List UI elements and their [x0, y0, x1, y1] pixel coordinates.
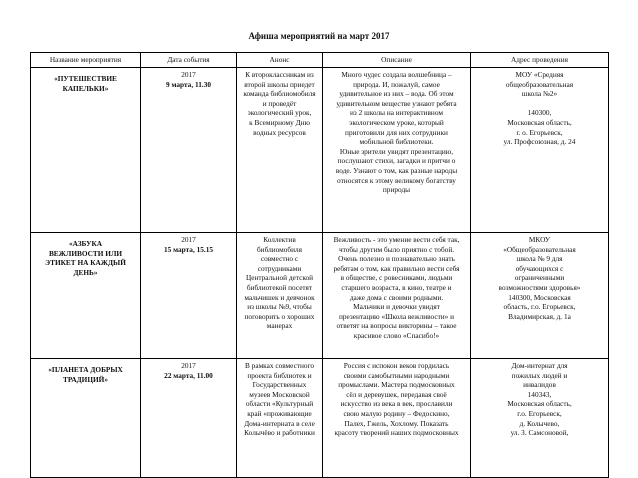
description-cell-line: удивительное из них – вода. Об этом: [339, 89, 454, 99]
description-cell-line: Много чудес создала волшебница –: [341, 70, 452, 79]
event-date: 9 марта, 11.30: [166, 79, 211, 89]
address-cell: [471, 359, 609, 478]
event-date-cell: [141, 359, 237, 478]
description-cell-line: ребятам о том, как правильно вести себя: [333, 263, 460, 273]
header-event-date: Дата события: [141, 53, 237, 68]
announce-cell-line: музеев Московской: [249, 389, 310, 399]
event-name-cell: [31, 68, 141, 233]
event-date-cell: [141, 233, 237, 359]
announce-cell: [237, 359, 323, 478]
announce-cell-line: из школы №9, чтобы: [247, 302, 312, 312]
address-cell-line: «Общеобразовательная: [503, 244, 576, 254]
address-cell-line: д. Колычево,: [519, 418, 560, 428]
address-cell-line: Московская область,: [507, 399, 572, 409]
announce-cell: [237, 68, 323, 233]
description-cell: [323, 68, 471, 233]
description-cell-line: удивительном веществе узнают ребята: [336, 98, 457, 108]
address-cell-line: ограниченными: [514, 273, 565, 283]
address-cell-line: область, г.о. Егорьевск,: [503, 302, 576, 312]
event-year: 2017: [181, 70, 196, 79]
event-name-cell-line: ЭТИКЕТ НА КАЖДЫЙ: [45, 258, 126, 268]
announce-cell-line: В рамках совместного: [244, 361, 315, 370]
announce-cell-line: край «проживающие: [247, 408, 312, 418]
description-cell-line: старшего возраста, в кино, театре и: [341, 282, 452, 292]
address-cell-line: пожилых людей и: [511, 370, 568, 380]
table-row: [31, 233, 609, 359]
announce-cell-line: манерах: [266, 321, 293, 331]
address-cell-line: [473, 99, 606, 109]
event-date-cell: [141, 68, 237, 233]
description-cell-line: даже дома с своими родными.: [349, 292, 444, 302]
address-cell-line: общеобразовательная: [505, 79, 574, 89]
description-cell-line: из 2 школы на интерактивном: [350, 108, 443, 118]
description-cell-line: мобильной библиотеки.: [359, 137, 434, 147]
page-title: Афиша мероприятий на март 2017: [248, 31, 390, 41]
announce-cell-line: совместно с: [260, 254, 299, 264]
address-cell-line: ул. Профсоюзная, д. 24: [503, 137, 576, 147]
description-cell-line: Юные зрители увидят презентацию,: [339, 146, 454, 156]
event-name-cell: [31, 233, 141, 359]
description-cell-line: красоту творений наших подмосковных: [334, 428, 459, 438]
announce-cell-line: к Всемирному Дню: [249, 117, 310, 127]
description-cell-line: свою малую родину – Федоскино,: [343, 408, 450, 418]
description-cell: [323, 233, 471, 359]
description-cell-line: приготовили для них сотрудники: [345, 127, 448, 137]
description-cell-line: искусство из века в век, прославили: [340, 399, 453, 409]
announce-cell-line: проекта библиотек и: [247, 370, 312, 380]
address-cell-line: г.о. Егорьевск,: [517, 408, 562, 418]
table-row: [31, 359, 609, 478]
announce-cell-line: области «Культурный: [245, 399, 314, 409]
address-cell-line: Владимирская, д. 1а: [508, 311, 571, 321]
description-cell-line: сёл и деревушек, передавая своё: [346, 389, 447, 399]
header-announce: Анонс: [237, 53, 323, 68]
announce-cell-line: второй школы приедет: [244, 79, 315, 89]
description-cell-line: презентацию «Школа вежливости» и: [338, 311, 455, 321]
description-cell: [323, 359, 471, 478]
events-table: [30, 52, 609, 478]
announce-cell-line: сотрудниками: [257, 263, 302, 273]
announce-cell-line: библиотекой посетят: [246, 282, 313, 292]
description-cell-line: промыслами. Мастера подмосковных: [338, 380, 455, 390]
event-date: 22 марта, 11.00: [164, 370, 213, 380]
announce-cell-line: библиомобиля: [256, 244, 303, 254]
event-name-cell-line: КАПЕЛЬКИ»: [62, 83, 109, 93]
address-cell: [471, 233, 609, 359]
address-cell-line: 140300,: [527, 108, 552, 118]
event-name-cell-line: «ПУТЕШЕСТВИЕ: [54, 74, 117, 83]
announce-cell-line: мальчишек и девчонок: [244, 292, 315, 302]
description-cell-line: Палех, Гжель, Хохлому. Показать: [344, 418, 449, 428]
address-cell-line: Московская область,: [507, 117, 572, 127]
event-name-cell-line: ВЕЖЛИВОСТИ ИЛИ: [48, 248, 123, 258]
address-cell: [471, 68, 609, 233]
address-cell-line: возможностями здоровья»: [498, 282, 581, 292]
event-year: 2017: [181, 235, 196, 244]
address-cell-line: МКОУ: [528, 235, 551, 244]
address-cell-line: г. о. Егорьевск,: [516, 127, 563, 137]
event-date: 15 марта, 15.15: [163, 244, 214, 254]
announce-cell: [237, 233, 323, 359]
description-cell-line: чтобы другим было приятно с тобой.: [338, 244, 455, 254]
announce-cell-line: Дома-интерната в селе: [244, 418, 315, 428]
address-cell-line: школа № 9 для: [516, 254, 563, 264]
address-cell-line: обучающихся с: [515, 263, 564, 273]
address-cell-line: школа №2»: [521, 89, 558, 99]
announce-cell-line: Коллектив: [263, 235, 296, 244]
description-cell-line: в обществе, с ровесниками, людьми: [340, 273, 453, 283]
description-cell-line: Россия с испокон веков гордилась: [343, 361, 450, 370]
description-cell-line: своими самобытными народными: [343, 370, 450, 380]
address-cell-line: 140343,: [527, 389, 552, 399]
announce-cell-line: и проведёт: [262, 98, 297, 108]
header-event-name: Название мероприятия: [31, 53, 141, 68]
description-cell-line: природы: [382, 185, 411, 195]
description-cell-line: природа. И, пожалуй, самое: [353, 79, 440, 89]
announce-cell-line: водных ресурсов: [253, 127, 306, 137]
description-cell-line: послушают стихи, загадки и притчи о: [337, 156, 456, 166]
event-name-cell-line: «АЗБУКА: [68, 239, 103, 248]
table-row: [31, 68, 609, 233]
description-cell-line: Мальчики и девочки увидят: [353, 302, 440, 312]
announce-cell-line: поговорить о хороших: [244, 311, 315, 321]
address-cell-line: инвалидов: [523, 380, 556, 390]
announce-cell-line: команда библиомобиля: [243, 89, 316, 99]
description-cell-line: Вежливость - это умение вести себя так,: [333, 235, 460, 244]
announce-cell-line: Государственных: [252, 380, 307, 390]
event-name-cell: [31, 359, 141, 478]
event-name-cell-line: ДЕНЬ»: [73, 267, 98, 277]
description-cell-line: относятся к этому великому богатству: [337, 175, 456, 185]
announce-cell-line: экологический урок,: [247, 108, 312, 118]
address-cell-line: ул. З. Самсоновой,: [510, 428, 569, 438]
table-header-row: [31, 53, 609, 68]
description-cell-line: ответят на вопросы викторины – такое: [336, 321, 457, 331]
header-address: Адрес проведения: [471, 53, 609, 68]
address-cell-line: 140300, Московская: [508, 292, 571, 302]
event-name-cell-line: «ПЛАНЕТА ДОБРЫХ: [48, 365, 123, 374]
address-cell-line: Дом-интернат для: [511, 361, 568, 370]
announce-cell-line: Колычёво и работники: [244, 428, 315, 438]
description-cell-line: экологическом уроке, который: [349, 117, 444, 127]
address-cell-line: МОУ «Средняя: [515, 70, 564, 79]
event-year: 2017: [181, 361, 196, 370]
description-cell-line: воде. Узнают о том, как разные народы: [335, 165, 458, 175]
announce-cell-line: Центральной детской: [245, 273, 314, 283]
description-cell-line: красивое слово «Спасибо!»: [353, 330, 440, 340]
description-cell-line: Очень полезно и познавательно знать: [338, 254, 455, 264]
announce-cell-line: К второклассникам из: [245, 70, 314, 79]
header-description: Описание: [323, 53, 471, 68]
event-name-cell-line: ТРАДИЦИЙ»: [62, 374, 109, 384]
